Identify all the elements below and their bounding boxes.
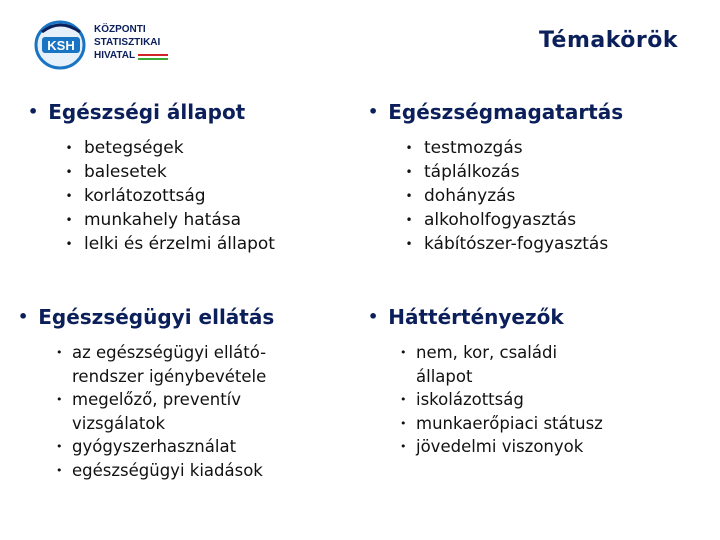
section-heading: • Egészségi állapot	[28, 100, 246, 124]
bullet-icon: •	[65, 213, 73, 227]
bullet-icon: •	[368, 102, 379, 121]
bullet-icon: •	[405, 141, 413, 155]
bullet-icon: •	[405, 165, 413, 179]
bullet-icon: •	[65, 189, 73, 203]
item-list	[394, 136, 623, 256]
bullet-icon: •	[405, 213, 413, 227]
logo-line1: KÖZPONTI	[94, 24, 146, 35]
bullet-icon: •	[56, 346, 63, 359]
logo-abbr: KSH	[47, 38, 75, 53]
list-item: • munkaerőpiaci státusz	[400, 412, 716, 436]
logo-line3: HIVATAL	[94, 50, 136, 61]
bullet-icon: •	[65, 165, 73, 179]
list-item: • kábítószer-fogyasztás	[394, 232, 623, 256]
list-item: • gyógyszerhasználat	[56, 435, 342, 459]
list-item: • korlátozottság	[54, 184, 275, 208]
item-list	[400, 341, 716, 459]
list-item: • betegségek	[54, 136, 275, 160]
list-item: • megelőző, preventív vizsgálatok	[56, 390, 242, 433]
bullet-icon: •	[56, 440, 63, 453]
list-item: • lelki és érzelmi állapot	[54, 232, 275, 256]
list-item: • az egészségügyi ellátó-rendszer igénybevétele	[56, 343, 267, 386]
section-health-behavior	[368, 100, 623, 256]
list-item: • munkahely hatása	[54, 208, 275, 232]
bullet-icon: •	[28, 102, 39, 121]
list-item: • nem, kor, családi állapot	[400, 343, 558, 386]
item-list	[56, 341, 342, 482]
list-item: • dohányzás	[394, 184, 623, 208]
bullet-icon: •	[65, 141, 73, 155]
bullet-icon: •	[400, 393, 407, 406]
section-background-factors	[368, 305, 716, 459]
list-item: • jövedelmi viszonyok	[400, 435, 716, 459]
bullet-icon: •	[400, 346, 407, 359]
bullet-icon: •	[405, 237, 413, 251]
list-item: • testmozgás	[394, 136, 623, 160]
list-item: • egészségügyi kiadások	[56, 459, 342, 483]
bullet-icon: •	[400, 440, 407, 453]
section-heading: • Egészségügyi ellátás	[18, 305, 275, 329]
section-health-status	[28, 100, 275, 256]
item-list	[54, 136, 275, 256]
bullet-icon: •	[400, 416, 407, 430]
bullet-icon: •	[405, 189, 413, 203]
slide-title: Témakörök	[538, 28, 678, 53]
bullet-icon: •	[368, 307, 379, 326]
list-item: • balesetek	[54, 160, 275, 184]
bullet-icon: •	[56, 393, 63, 406]
section-heading: • Egészségmagatartás	[368, 100, 624, 124]
section-health-care	[18, 305, 342, 482]
logo-line2: STATISZTIKAI	[94, 37, 161, 48]
ksh-logo	[34, 18, 184, 72]
bullet-icon: •	[18, 307, 29, 326]
bullet-icon: •	[65, 237, 73, 251]
list-item: • alkoholfogyasztás	[394, 208, 623, 232]
section-heading: • Háttértényezők	[368, 305, 564, 329]
bullet-icon: •	[56, 463, 63, 477]
list-item: • táplálkozás	[394, 160, 623, 184]
list-item: • iskolázottság	[400, 388, 716, 412]
